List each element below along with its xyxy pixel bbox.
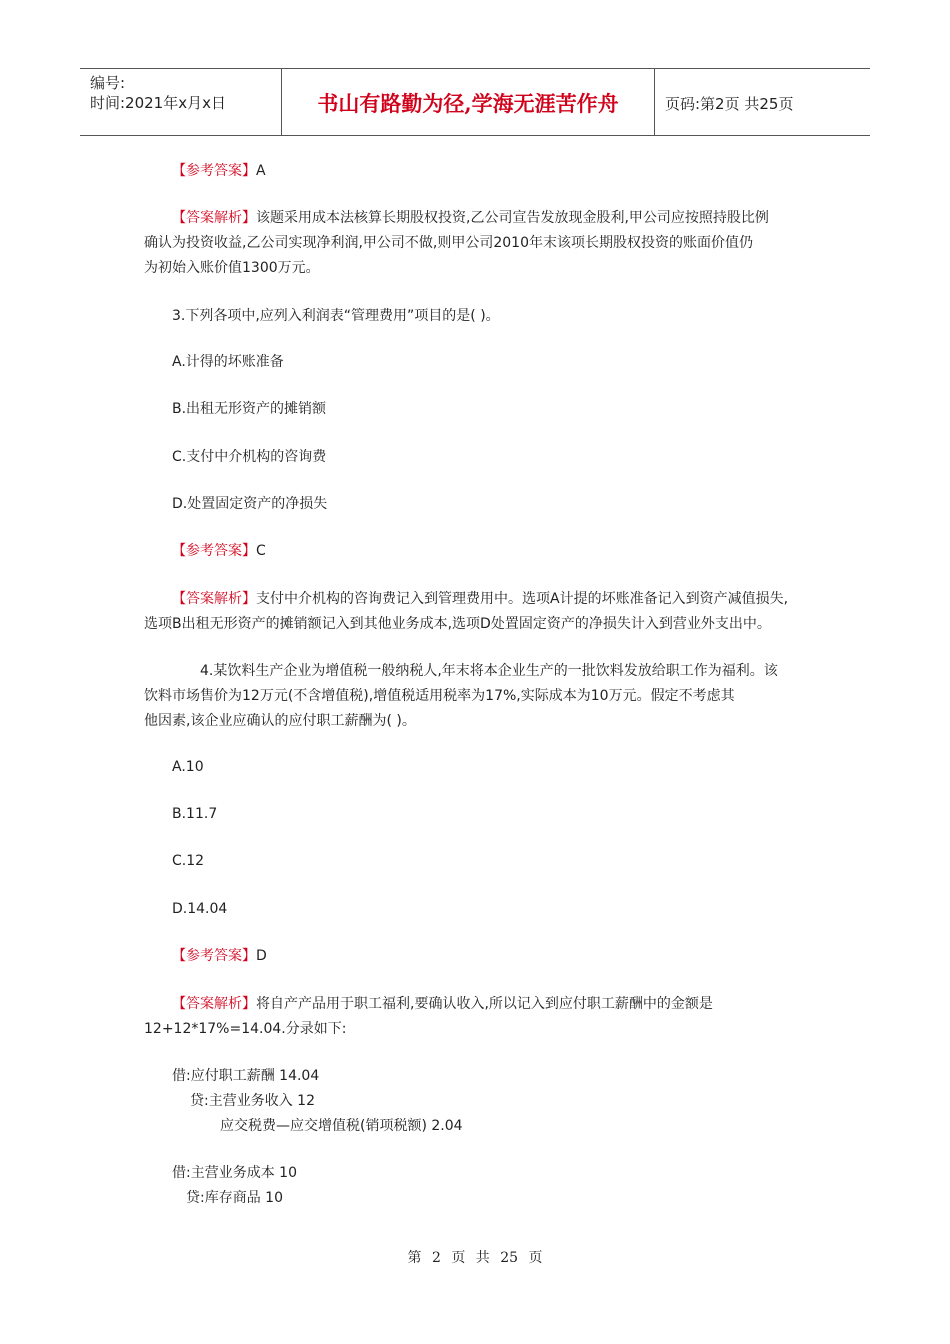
analysis-line: 选项B出租无形资产的摊销额记入到其他业务成本,选项D处置固定资产的净损失计入到营业外支出中。 xyxy=(144,616,771,632)
question-4: 4.某饮料生产企业为增值税一般纳税人,年末将本企业生产的一批饮料发放给职工作为福利。该 xyxy=(200,663,778,679)
option-c: C.支付中介机构的咨询费 xyxy=(172,449,327,465)
answer-analysis: 【答案解析】将自产产品用于职工福利,要确认收入,所以记入到应付职工薪酬中的金额是 xyxy=(172,996,713,1012)
answer-analysis: 【答案解析】该题采用成本法核算长期股权投资,乙公司宣告发放现金股利,甲公司应按照持股比例 xyxy=(172,210,769,226)
option-a: A.10 xyxy=(172,759,204,775)
footer-word: 共 xyxy=(475,1250,490,1266)
analysis-line: 为初始入账价值1300万元。 xyxy=(144,260,320,276)
number-label: 编号: xyxy=(90,74,126,92)
reference-answer: 【参考答案】A xyxy=(172,163,266,179)
footer-word: 第 xyxy=(407,1250,422,1266)
journal-credit: 贷:主营业务收入 12 xyxy=(190,1093,315,1109)
analysis-line: 12+12*17%=14.04.分录如下: xyxy=(144,1021,347,1037)
option-c: C.12 xyxy=(172,853,205,869)
journal-debit: 借:主营业务成本 10 xyxy=(172,1165,297,1181)
page-header xyxy=(80,68,870,136)
footer-total-pages: 25 xyxy=(500,1250,519,1266)
analysis-line: 确认为投资收益,乙公司实现净利润,甲公司不做,则甲公司2010年末该项长期股权投资的账面价值仍 xyxy=(144,235,753,251)
option-b: B.出租无形资产的摊销额 xyxy=(172,401,327,417)
footer-word: 页 xyxy=(528,1250,543,1266)
time-label: 时间:2021年x月x日 xyxy=(90,94,226,112)
question-line: 饮料市场售价为12万元(不含增值税),增值税适用税率为17%,实际成本为10万元。假定不考虑其 xyxy=(144,688,735,704)
journal-credit: 贷:库存商品 10 xyxy=(186,1190,283,1206)
option-d: D.处置固定资产的净损失 xyxy=(172,496,328,512)
page-footer xyxy=(0,1247,950,1267)
option-a: A.计得的坏账准备 xyxy=(172,354,284,370)
option-b: B.11.7 xyxy=(172,806,218,822)
footer-page-number: 2 xyxy=(431,1250,441,1266)
journal-debit: 借:应付职工薪酬 14.04 xyxy=(172,1068,320,1084)
question-3: 3.下列各项中,应列入利润表“管理费用”项目的是( )。 xyxy=(172,308,500,324)
header-meta xyxy=(80,69,282,135)
header-motto: 书山有路勤为径,学海无涯苦作舟 xyxy=(282,69,655,135)
option-d: D.14.04 xyxy=(172,901,228,917)
journal-credit-line: 应交税费—应交增值税(销项税额) 2.04 xyxy=(220,1118,463,1134)
footer-word: 页 xyxy=(451,1250,466,1266)
answer-analysis: 【答案解析】支付中介机构的咨询费记入到管理费用中。选项A计提的坏账准备记入到资产减值损失, xyxy=(172,591,789,607)
reference-answer: 【参考答案】D xyxy=(172,948,267,964)
question-line: 他因素,该企业应确认的应付职工薪酬为( )。 xyxy=(144,713,416,729)
reference-answer: 【参考答案】C xyxy=(172,543,266,559)
header-page-info: 页码:第2页 共25页 xyxy=(665,94,794,113)
